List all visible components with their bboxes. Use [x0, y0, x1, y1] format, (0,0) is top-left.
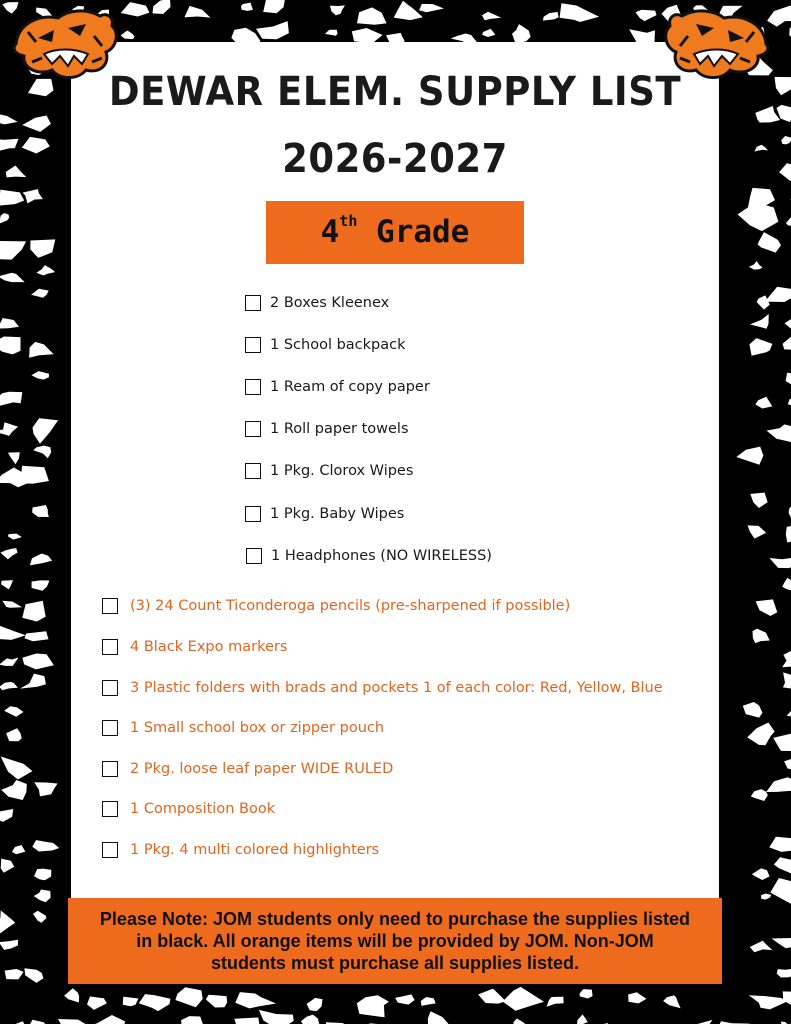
marble-blob [1, 757, 33, 780]
marble-blob [34, 869, 51, 881]
checkbox-icon[interactable] [245, 506, 261, 522]
item-label: 4 Black Expo markers [130, 639, 288, 655]
grade-suffix: th [339, 212, 358, 230]
marble-blob [0, 422, 18, 436]
item-label: 1 Ream of copy paper [270, 379, 430, 395]
checkbox-icon[interactable] [245, 421, 261, 437]
marble-blob [749, 338, 772, 356]
item-label: 2 Pkg. loose leaf paper WIDE RULED [130, 761, 394, 777]
note-line: students must purchase all supplies listed. [210, 953, 580, 973]
checkbox-icon[interactable] [102, 801, 118, 817]
marble-blob [783, 672, 791, 688]
marble-blob [357, 7, 387, 24]
marble-blob [357, 995, 389, 1017]
checkbox-icon[interactable] [102, 761, 118, 777]
marble-blob [0, 910, 15, 933]
marble-blob [123, 997, 139, 1007]
marble-blob [749, 261, 763, 270]
grade-number: 4 [320, 214, 340, 250]
marble-blob [628, 992, 646, 1003]
marble-blob [5, 969, 24, 979]
marble-blob [547, 997, 564, 1007]
marble-blob [782, 578, 791, 591]
checkbox-icon[interactable] [245, 337, 261, 353]
list-item [102, 595, 570, 617]
item-label: 1 Headphones (NO WIRELESS) [271, 548, 492, 564]
marble-blob [307, 998, 323, 1011]
marble-blob [750, 493, 767, 508]
marble-blob [783, 337, 791, 350]
marble-blob [0, 190, 24, 206]
list-item [102, 636, 287, 658]
marble-blob [749, 995, 787, 1009]
marble-blob [503, 987, 544, 1011]
list-item [245, 503, 404, 525]
marble-blob [755, 397, 772, 409]
marble-blob [139, 994, 171, 1011]
list-item [102, 717, 384, 739]
marble-blob [743, 702, 763, 718]
marble-blob [25, 631, 49, 641]
marble-blob [20, 674, 46, 689]
marble-blob [560, 3, 600, 22]
marble-blob [0, 625, 26, 640]
item-label: 1 Pkg. 4 multi colored highlighters [130, 842, 380, 858]
marble-blob [663, 995, 680, 1008]
marble-blob [31, 289, 49, 298]
marble-blob [0, 548, 17, 559]
marble-blob [748, 525, 767, 538]
marble-blob [121, 2, 150, 16]
marble-blob [34, 890, 51, 903]
checkbox-icon[interactable] [245, 379, 261, 395]
marble-blob [0, 337, 21, 355]
marble-blob [774, 857, 791, 873]
marble-blob [33, 911, 47, 923]
marble-blob [394, 1, 423, 20]
marble-blob [12, 845, 25, 854]
marble-blob [1, 780, 27, 800]
marble-blob [750, 314, 769, 329]
marble-blob [259, 1010, 294, 1024]
grade-label: Grade [376, 214, 470, 250]
marble-blob [786, 525, 791, 542]
marble-blob [153, 0, 171, 14]
marble-blob [36, 265, 55, 275]
marble-blob [325, 30, 338, 36]
marble-blob [738, 202, 779, 231]
marble-blob [753, 629, 770, 644]
marble-blob [0, 114, 18, 125]
checkbox-icon[interactable] [245, 295, 261, 311]
item-label: 2 Boxes Kleenex [270, 295, 390, 311]
marble-blob [32, 505, 49, 517]
list-item [102, 677, 663, 699]
marble-blob [758, 232, 781, 253]
item-label: (3) 24 Count Ticonderoga pencils (pre-sharpened if possible) [130, 598, 571, 614]
marble-blob [29, 342, 54, 358]
marble-blob [750, 941, 773, 953]
marble-blob [64, 988, 79, 1002]
marble-blob [181, 1016, 203, 1024]
marble-blob [28, 1020, 49, 1024]
marble-blob [786, 373, 791, 386]
marble-blob [235, 992, 276, 1008]
page-title: DEWAR ELEM. SUPPLY LIST [108, 68, 682, 115]
marble-blob [22, 137, 50, 154]
marble-blob [256, 21, 289, 39]
marble-blob [421, 997, 436, 1006]
marble-blob [751, 789, 768, 801]
marble-blob [781, 136, 791, 144]
marble-blob [301, 1015, 319, 1024]
marble-blob [747, 723, 775, 746]
marble-blob [783, 991, 791, 1005]
marble-blob [87, 997, 107, 1010]
marble-blob [0, 241, 26, 260]
marble-blob [782, 651, 791, 667]
marble-blob [756, 599, 778, 616]
marble-blob [784, 759, 791, 771]
marble-blob [765, 287, 791, 302]
marble-blob [478, 989, 506, 1004]
marble-blob [767, 424, 791, 442]
marble-blob [30, 239, 55, 258]
item-label: 1 Composition Book [130, 801, 276, 817]
grade-banner [266, 201, 524, 264]
marble-blob [0, 273, 25, 282]
marble-blob [4, 706, 23, 717]
marble-blob [24, 968, 43, 983]
marble-blob [0, 940, 18, 950]
list-item [245, 334, 406, 356]
marble-blob [0, 392, 22, 407]
note-line: in black. All orange items will be provided by JOM. Non-JOM [136, 931, 654, 951]
marble-blob [6, 728, 22, 741]
item-label: 1 Pkg. Baby Wipes [270, 506, 405, 522]
marble-blob [754, 145, 768, 152]
list-item [102, 758, 393, 780]
checkbox-icon[interactable] [102, 720, 118, 736]
marble-blob [58, 1019, 86, 1024]
marble-blob [772, 938, 791, 948]
item-label: 1 Small school box or zipper pouch [130, 720, 385, 736]
marble-blob [761, 894, 771, 900]
marble-blob [577, 1014, 588, 1024]
marble-blob [1, 859, 15, 873]
marble-blob [752, 868, 770, 880]
marble-blob [769, 837, 791, 852]
marble-blob [22, 654, 54, 670]
marble-blob [0, 213, 9, 224]
list-item [245, 376, 430, 398]
marble-blob [779, 163, 791, 181]
checkbox-icon[interactable] [102, 842, 118, 858]
marble-blob [580, 989, 593, 998]
marble-blob [770, 878, 791, 904]
marble-blob [681, 1020, 712, 1024]
marble-blob [0, 658, 18, 666]
checkbox-icon[interactable] [102, 598, 118, 614]
marble-blob [8, 534, 22, 540]
marble-blob [0, 809, 13, 822]
marble-blob [757, 295, 770, 309]
marble-blob [34, 782, 57, 796]
marble-blob [32, 580, 50, 590]
list-item [245, 418, 409, 440]
list-item [102, 839, 379, 861]
marble-blob [21, 466, 49, 484]
marble-blob [395, 994, 415, 1004]
marble-blob [775, 77, 791, 95]
marble-blob [419, 4, 444, 12]
marble-blob [22, 116, 51, 132]
marble-blob [0, 139, 19, 152]
marble-blob [234, 1018, 259, 1024]
checkbox-icon[interactable] [102, 639, 118, 655]
marble-blob [777, 969, 791, 978]
marble-blob [6, 166, 26, 178]
item-label: 3 Plastic folders with brads and pockets 1 of each color: Red, Yellow, Blue [130, 680, 663, 696]
marble-blob [482, 12, 501, 21]
note-banner [68, 898, 722, 984]
marble-blob [206, 995, 227, 1008]
marble-blob [33, 418, 59, 444]
marble-blob [2, 601, 22, 608]
marble-blob [33, 446, 51, 459]
marble-blob [512, 24, 531, 43]
marble-blob [0, 318, 19, 329]
marble-blob [636, 10, 657, 21]
marble-blob [30, 554, 52, 566]
marble-blob [8, 452, 20, 464]
marble-blob [263, 0, 285, 13]
marble-blob [543, 12, 559, 21]
marble-blob [0, 682, 18, 690]
marble-blob [175, 987, 202, 1007]
marble-blob [769, 557, 791, 568]
checkbox-icon[interactable] [246, 548, 262, 564]
marble-blob [330, 5, 345, 15]
marble-blob [121, 30, 135, 39]
marble-blob [766, 777, 791, 792]
marble-blob [785, 314, 791, 332]
item-label: 1 Roll paper towels [270, 421, 409, 437]
school-year: 2026-2027 [282, 135, 508, 182]
marble-blob [736, 447, 763, 465]
list-item [245, 460, 413, 482]
marble-blob [241, 3, 253, 11]
marble-blob [1, 580, 13, 589]
item-label: 1 Pkg. Clorox Wipes [270, 463, 414, 479]
marble-blob [428, 1011, 450, 1024]
marble-blob [184, 6, 210, 18]
marble-blob [23, 189, 43, 203]
checkbox-icon[interactable] [245, 463, 261, 479]
marble-blob [787, 709, 791, 718]
note-line: Please Note: JOM students only need to purchase the supplies listed [99, 909, 691, 929]
marble-blob [86, 1015, 126, 1024]
item-label: 1 School backpack [270, 337, 406, 353]
marble-blob [786, 215, 791, 227]
marble-blob [31, 371, 49, 380]
list-item [246, 545, 492, 567]
marble-blob [755, 106, 780, 123]
marble-blob [513, 1019, 526, 1024]
marble-blob [32, 840, 59, 851]
marble-blob [482, 29, 495, 37]
checkbox-icon[interactable] [102, 680, 118, 696]
list-item [102, 798, 275, 820]
list-item [245, 292, 389, 314]
marble-blob [773, 732, 791, 751]
marble-blob [22, 601, 45, 622]
